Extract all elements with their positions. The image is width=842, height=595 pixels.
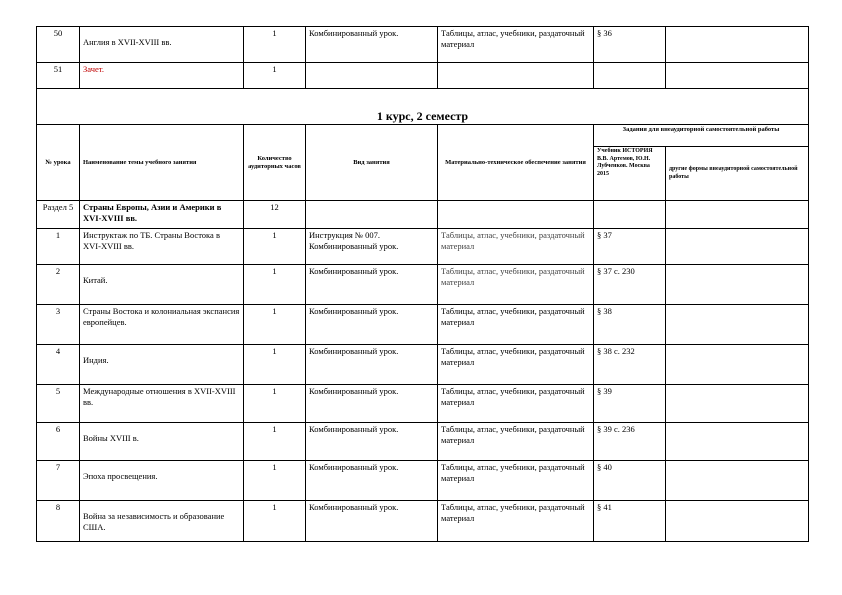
lesson-number: 7 bbox=[37, 461, 80, 501]
lesson-number: 5 bbox=[37, 385, 80, 423]
lesson-paragraph: § 39 bbox=[594, 385, 666, 423]
lesson-type: Комбинированный урок. bbox=[306, 385, 438, 423]
table-row bbox=[37, 229, 809, 265]
lesson-number: 8 bbox=[37, 501, 80, 542]
section-empty bbox=[594, 201, 666, 229]
lesson-paragraph: § 38 bbox=[594, 305, 666, 345]
section-empty bbox=[306, 201, 438, 229]
lesson-type bbox=[306, 63, 438, 89]
lesson-number: 3 bbox=[37, 305, 80, 345]
lesson-hours: 1 bbox=[244, 63, 306, 89]
lesson-hours: 1 bbox=[244, 27, 306, 63]
lesson-topic: Война за независимость и образование США. bbox=[80, 501, 244, 542]
section-number: Раздел 5 bbox=[37, 201, 80, 229]
lesson-type: Комбинированный урок. bbox=[306, 265, 438, 305]
lesson-hours: 1 bbox=[244, 385, 306, 423]
header-type: Вид занятия bbox=[306, 125, 438, 201]
lesson-topic: Страны Востока и колониальная экспансия европейцев. bbox=[80, 305, 244, 345]
lesson-number: 6 bbox=[37, 423, 80, 461]
lesson-type: Инструкция № 007. Комбинированный урок. bbox=[306, 229, 438, 265]
table-row bbox=[37, 305, 809, 345]
lesson-paragraph: § 36 bbox=[594, 27, 666, 63]
table-row bbox=[37, 501, 809, 542]
lesson-topic: Международные отношения в XVII-XVIII вв. bbox=[80, 385, 244, 423]
header-materials: Материально-техническое обеспечение занятия bbox=[438, 125, 594, 201]
header-other-forms: другие формы внеаудиторной самостоятельной работы bbox=[666, 147, 809, 201]
lesson-number: 1 bbox=[37, 229, 80, 265]
lesson-paragraph: § 38 с. 232 bbox=[594, 345, 666, 385]
other-forms-cell bbox=[666, 423, 809, 461]
lesson-materials: Таблицы, атлас, учебники, раздаточный материал bbox=[438, 345, 594, 385]
lesson-number: 4 bbox=[37, 345, 80, 385]
lesson-paragraph: § 41 bbox=[594, 501, 666, 542]
other-forms-cell bbox=[666, 345, 809, 385]
table-row bbox=[37, 385, 809, 423]
lesson-topic: Инструктаж по ТБ. Страны Востока в XVI-XVIII вв. bbox=[80, 229, 244, 265]
lesson-topic: Войны XVIII в. bbox=[80, 423, 244, 461]
lesson-materials: Таблицы, атлас, учебники, раздаточный материал bbox=[438, 501, 594, 542]
lesson-topic: Индия. bbox=[80, 345, 244, 385]
header-textbook: Учебник ИСТОРИЯ В.В. Артемов, Ю.Н. Лубченков. Москва 2015 bbox=[594, 147, 666, 201]
other-forms-cell bbox=[666, 305, 809, 345]
table-row bbox=[37, 345, 809, 385]
lesson-plan-table bbox=[36, 26, 809, 542]
table-row bbox=[37, 27, 809, 63]
lesson-topic: Зачет. bbox=[80, 63, 244, 89]
other-forms-cell bbox=[666, 229, 809, 265]
lesson-hours: 1 bbox=[244, 501, 306, 542]
lesson-hours: 1 bbox=[244, 461, 306, 501]
section-topic: Страны Европы, Азии и Америки в XVI-XVIII вв. bbox=[80, 201, 244, 229]
lesson-type: Комбинированный урок. bbox=[306, 345, 438, 385]
lesson-hours: 1 bbox=[244, 345, 306, 385]
lesson-hours: 1 bbox=[244, 229, 306, 265]
lesson-type: Комбинированный урок. bbox=[306, 27, 438, 63]
lesson-materials: Таблицы, атлас, учебники, раздаточный материал bbox=[438, 265, 594, 305]
lesson-materials bbox=[438, 63, 594, 89]
table-row bbox=[37, 265, 809, 305]
table-row bbox=[37, 423, 809, 461]
lesson-topic: Китай. bbox=[80, 265, 244, 305]
other-forms-cell bbox=[666, 63, 809, 89]
lesson-topic: Англия в XVII-XVIII вв. bbox=[80, 27, 244, 63]
header-hours: Количество аудиторных часов bbox=[244, 125, 306, 201]
other-forms-cell bbox=[666, 461, 809, 501]
lesson-materials: Таблицы, атлас, учебники, раздаточный материал bbox=[438, 385, 594, 423]
lesson-materials: Таблицы, атлас, учебники, раздаточный материал bbox=[438, 461, 594, 501]
lesson-paragraph bbox=[594, 63, 666, 89]
semester-title-row bbox=[37, 89, 809, 125]
lesson-number: 50 bbox=[37, 27, 80, 63]
lesson-type: Комбинированный урок. bbox=[306, 423, 438, 461]
table-row bbox=[37, 461, 809, 501]
header-lesson-number: № урока bbox=[37, 125, 80, 201]
lesson-hours: 1 bbox=[244, 265, 306, 305]
lesson-topic: Эпоха просвещения. bbox=[80, 461, 244, 501]
semester-title: 1 курс, 2 семестр bbox=[37, 89, 809, 125]
lesson-number: 2 bbox=[37, 265, 80, 305]
lesson-type: Комбинированный урок. bbox=[306, 461, 438, 501]
lesson-type: Комбинированный урок. bbox=[306, 501, 438, 542]
other-forms-cell bbox=[666, 265, 809, 305]
header-row bbox=[37, 125, 809, 147]
lesson-materials: Таблицы, атлас, учебники, раздаточный материал bbox=[438, 27, 594, 63]
lesson-materials: Таблицы, атлас, учебники, раздаточный материал bbox=[438, 305, 594, 345]
lesson-paragraph: § 39 с. 236 bbox=[594, 423, 666, 461]
other-forms-cell bbox=[666, 501, 809, 542]
section-empty bbox=[438, 201, 594, 229]
section-empty bbox=[666, 201, 809, 229]
lesson-paragraph: § 37 с. 230 bbox=[594, 265, 666, 305]
lesson-type: Комбинированный урок. bbox=[306, 305, 438, 345]
lesson-hours: 1 bbox=[244, 305, 306, 345]
lesson-number: 51 bbox=[37, 63, 80, 89]
other-forms-cell bbox=[666, 27, 809, 63]
section-hours: 12 bbox=[244, 201, 306, 229]
lesson-paragraph: § 40 bbox=[594, 461, 666, 501]
table-row bbox=[37, 63, 809, 89]
lesson-materials: Таблицы, атлас, учебники, раздаточный материал bbox=[438, 423, 594, 461]
lesson-paragraph: § 37 bbox=[594, 229, 666, 265]
header-topic: Наименование темы учебного занятия bbox=[80, 125, 244, 201]
lesson-hours: 1 bbox=[244, 423, 306, 461]
other-forms-cell bbox=[666, 385, 809, 423]
header-assignments: Задания для внеаудиторной самостоятельной работы bbox=[594, 125, 809, 147]
section-row bbox=[37, 201, 809, 229]
lesson-materials: Таблицы, атлас, учебники, раздаточный материал bbox=[438, 229, 594, 265]
